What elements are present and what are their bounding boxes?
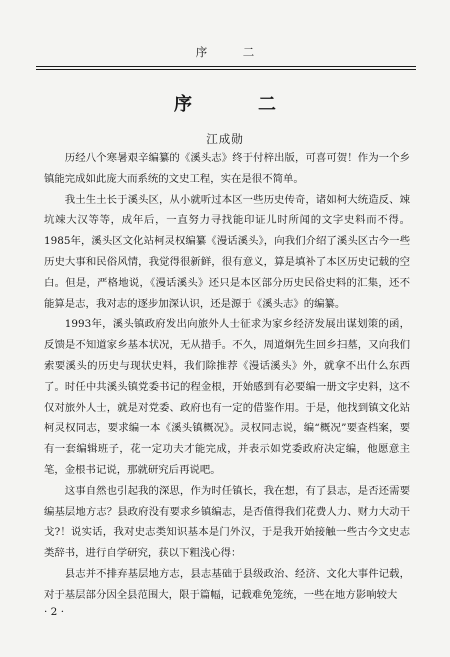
chapter-title: 序 二 [174,94,300,115]
paragraph: 历经八个寒暑艰辛编纂的《溪头志》终于付梓出版，可喜可贺！作为一个乡镇能完成如此庞大而系统的文史工程，实在是很不简单。 [44,152,410,185]
author-name: 江成勋 [206,132,244,146]
paragraph: 我土生土长于溪头区，从小就听过本区一些历史传奇，诸如柯大统造反、竦坑竦大汉等等，成年后，一直努力寻找能印证儿时所闻的文字史料而不得。1985年，溪头区文化站柯灵权编纂《漫话溪头》，向我们介绍了溪头区古今一些历史大事和民俗风情，我觉得很新鲜，很有意义，算是填补了本区历史记载的空白。但是，严格地说，《漫话溪头》还只是本区部分历史民俗史料的汇集，还不能算是志，我对志的逐步加深认识，还是源于《溪头志》的编纂。 [44,193,410,310]
running-header: 序 二 [195,45,267,59]
page-number: · 2 · [44,606,65,618]
paragraph: 这事自然也引起我的深思，作为时任镇长，我在想，有了县志，是否还需要编基层地方志？县政府没有要求乡镇编志，是否值得我们花费人力、财力大动干戈?！说实话，我对史志类知识基本是门外汉，于是我开始接触一些古今文史志类辞书，进行自学研究，获以下粗浅心得： [44,484,410,560]
body-text [44,148,410,606]
paragraph: 县志并不排弃基层地方志，县志基础于县级政治、经济、文化大事件记载，对于基层部分因全县范围大，限于篇幅，记载难免笼统，一些在地方影响较大 [44,567,410,601]
header-rule-top [36,66,416,67]
paragraph: 1993年，溪头镇政府发出向旅外人士征求为家乡经济发展出谋划策的函，反馈是不知道家乡基本状况，无从措手。不久，周道炯先生回乡扫墓，又向我们索要溪头的历史与现状史料，我们除推荐《漫话溪头》外，就拿不出什么东西了。时任中共溪头镇党委书记的程金根，开始感到有必要编一册文字史料，这不仅对旅外人士，就是对党委、政府也有一定的借鉴作用。于是，他找到镇文化站柯灵权同志，要求编一本《溪头镇概况》。灵权同志说，编“概况”要查档案，要有一套编辑班子，花一定功夫才能完成，并表示如党委政府决定编，他愿意主笔，金根书记说，那就研究后再说吧。 [44,318,410,476]
header-rule-bottom [36,69,416,70]
